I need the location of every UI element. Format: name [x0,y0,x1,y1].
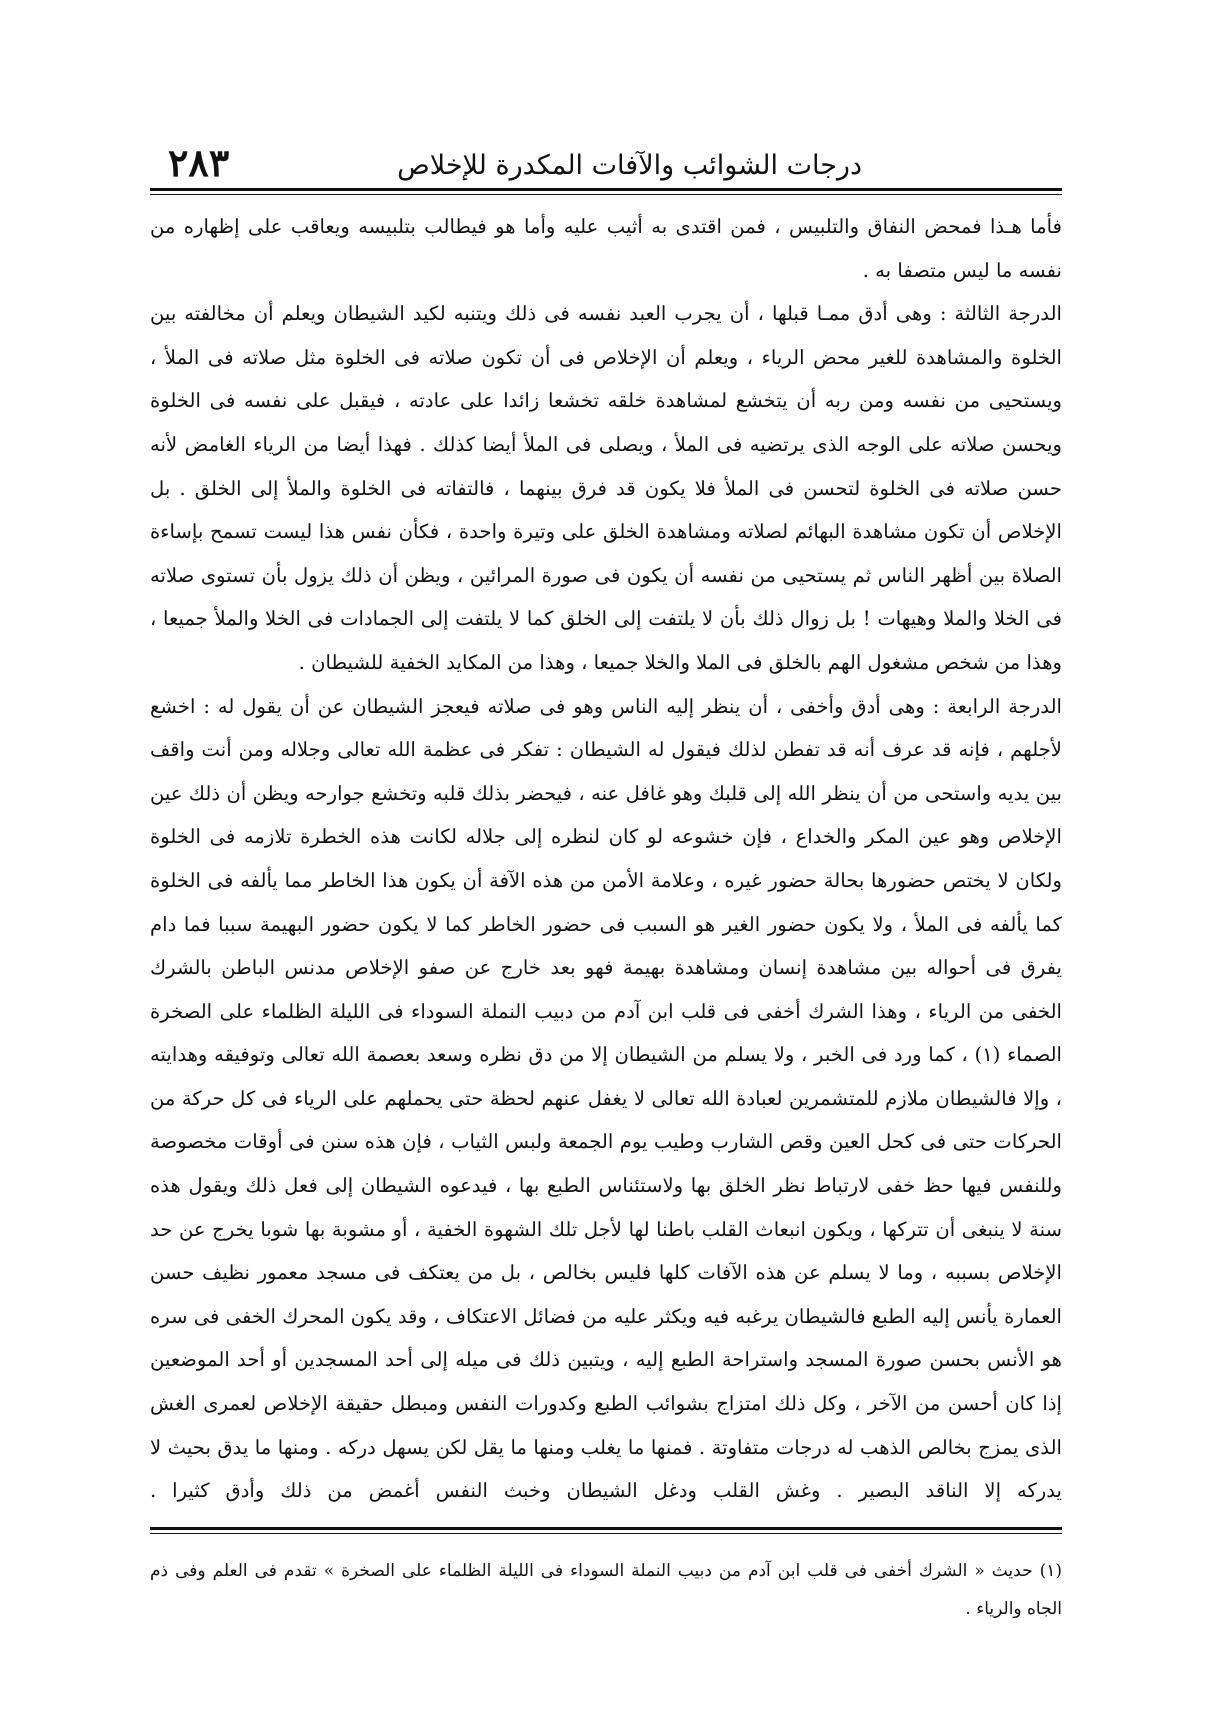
paragraph-2: الدرجة الثالثة : وهى أدق ممـا قبلها ، أن يجرب العبد نفسه فى ذلك ويتنبه لكيد الشيطان ويعلم أن مخالفته بين الخلوة والمشاهدة للغير محض الرياء ، ويعلم أن الإخلاص فى أن تكون صلاته فى الخلوة مثل صلاته فى الملأ ، ويستحيى من نفسه ومن ربه أن يتخشع لمشاهدة خلقه تخشعا زائدا على عادته ، فيقبل على نفسه فى الخلوة ويحسن صلاته على الوجه الذى يرتضيه فى الملأ ، ويصلى فى الملأ أيضا كذلك . فهذا أيضا من الرياء الغامض لأنه حسن صلاته فى الخلوة لتحسن فى الملأ فلا يكون قد فرق بينهما ، فالتفاته فى الخلوة والملأ إلى الخلق . بل الإخلاص أن تكون مشاهدة البهائم لصلاته ومشاهدة الخلق على وتيرة واحدة ، فكأن نفس هذا ليست تسمح بإساءة الصلاة بين أظهر الناس ثم يستحيى من نفسه أن يكون فى صورة المرائين ، ويظن أن ذلك يزول بأن تستوى صلاته فى الخلا والملا وهيهات ! بل زوال ذلك بأن لا يلتفت إلى الخلق كما لا يلتفت إلى الجمادات فى الخلا والملأ جميعا ، وهذا من شخص مشغول الهم بالخلق فى الملا والخلا جميعا ، وهذا من المكايد الخفية للشيطان . [150,302,1062,674]
book-page [150,130,1062,1628]
page-number: ٢٨٣ [168,140,230,185]
page-header [150,130,1062,185]
paragraph-1: فأما هـذا فمحض النفاق والتلبيس ، فمن اقتدى به أثيب عليه وأما هو فيطالب بتلبيسه ويعاقب على إظهاره من نفسه ما ليس متصفا به . [150,215,1062,282]
paragraph-3: الدرجة الرابعة : وهى أدق وأخفى ، أن ينظر إليه الناس وهو فى صلاته فيعجز الشيطان عن أن يقول له : اخشع لأجلهم ، فإنه قد عرف أنه قد تفطن لذلك فيقول له الشيطان : تفكر فى عظمة الله تعالى وجلاله ومن أنت واقف بين يديه واستحى من أن ينظر الله إلى قلبك وهو غافل عنه ، فيحضر بذلك قلبه وتخشع جوارحه ويظن أن ذلك عين الإخلاص وهو عين المكر والخداع ، فإن خشوعه لو كان لنظره إلى جلاله لكانت هذه الخطرة تلازمه فى الخلوة ولكان لا يختص حضورها بحالة حضور غيره ، وعلامة الأمن من هذه الآفة أن يكون هذا الخاطر مما يألفه فى الخلوة كما يألفه فى الملأ ، ولا يكون حضور الغير هو السبب فى حضور الخاطر كما لا يكون حضور البهيمة سببا فما دام يفرق فى أحواله بين مشاهدة إنسان ومشاهدة بهيمة فهو بعد خارج عن صفو الإخلاص مدنس الباطن بالشرك الخفى من الرياء ، وهذا الشرك أخفى فى قلب ابن آدم من دبيب النملة السوداء فى الليلة الظلماء على الصخرة الصماء (١) ، كما ورد فى الخبر ، ولا يسلم من الشيطان إلا من دق نظره وسعد بعصمة الله تعالى وتوفيقه وهدايته ، وإلا فالشيطان ملازم للمتشمرين لعبادة الله تعالى لا يغفل عنهم لحظة حتى يحملهم على الرياء فى كل حركة من الحركات حتى فى كحل العين وقص الشارب وطيب يوم الجمعة ولبس الثياب ، فإن هذه سنن فى أوقات مخصوصة وللنفس فيها حظ خفى لارتباط نظر الخلق بها ولاستئناس الطبع بها ، فيدعوه الشيطان إلى فعل ذلك ويقول هذه سنة لا ينبغى أن تتركها ، ويكون انبعاث القلب باطنا لها لأجل تلك الشهوة الخفية ، أو مشوبة بها شوبا يخرج عن حد الإخلاص بسببه ، وما لا يسلم عن هذه الآفات كلها فليس بخالص ، بل من يعتكف فى مسجد معمور نظيف حسن العمارة يأنس إليه الطبع فالشيطان يرغبه فيه ويكثر عليه من فضائل الاعتكاف ، وقد يكون المحرك الخفى فى سره هو الأنس بحسن صورة المسجد واستراحة الطبع إليه ، ويتبين ذلك فى ميله إلى أحد المسجدين أو أحد الموضعين إذا كان أحسن من الآخر ، وكل ذلك امتزاج بشوائب الطبع وكدورات النفس ومبطل حقيقة الإخلاص لعمرى الغش الذى يمزج بخالص الذهب له درجات متفاوتة . فمنها ما يغلب ومنها ما يقل لكن يسهل دركه . ومنها ما يدق بحيث لا يدركه إلا الناقد البصير . وغش القلب ودغل الشيطان وخبث النفس أغمض من ذلك وأدق كثيرا . [150,694,1062,1503]
footnote: (١) حديث « الشرك أخفى فى قلب ابن آدم من دبيب النملة السوداء فى الليلة الظلماء على الصخرة » تقدم فى العلم وفى ذم الجاه والرياء . [150,1560,1062,1619]
footnote-rule [150,1527,1062,1534]
body-text [150,205,1062,1513]
header-rule [150,188,1062,195]
running-title: درجات الشوائب والآفات المكدرة للإخلاص [397,149,862,181]
